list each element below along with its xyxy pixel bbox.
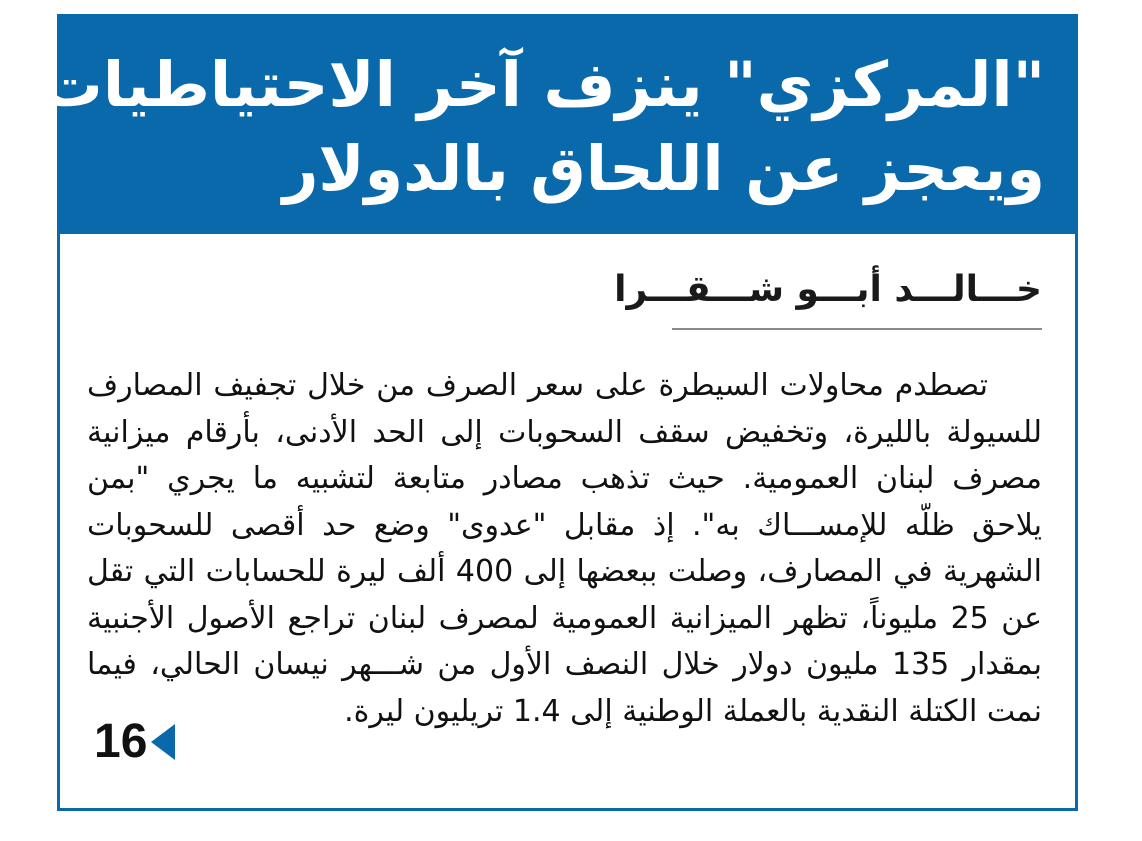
headline-banner <box>40 17 1075 234</box>
page-continuation-marker[interactable] <box>94 717 175 767</box>
body-line: مصرف لبنان العمومية. حيث تذهب مصادر متابعة لتشبيه ما يجري "بمن <box>87 461 1042 496</box>
byline <box>614 262 1042 330</box>
article-body <box>87 363 1042 735</box>
headline-line-2: ويعجز عن اللحاق بالدولار <box>282 132 1045 205</box>
author-name: خـــالـــد أبـــو شـــقـــرا <box>614 269 1042 310</box>
page-number: 16 <box>94 715 148 768</box>
body-line: عن 25 مليوناً، تظهر الميزانية العمومية لمصرف لبنان تراجع الأصول الأجنبية <box>87 600 1042 636</box>
body-line: يلاحق ظلّه للإمســـاك به". إذ مقابل "عدوى" وضع حد أقصى للسحوبات <box>87 507 1042 543</box>
body-line: الشهرية في المصارف، وصلت ببعضها إلى 400 ألف ليرة للحسابات التي تقل <box>87 554 1042 589</box>
article-card <box>40 14 1078 811</box>
headline-line-1: "المركزي" ينزف آخر الاحتياطيات <box>40 48 1045 121</box>
body-line: للسيولة بالليرة، وتخفيض سقف السحوبات إلى الحد الأدنى، بأرقام ميزانية <box>87 414 1042 450</box>
arrow-left-icon <box>151 724 175 760</box>
body-line: نمت الكتلة النقدية بالعملة الوطنية إلى 1.4 تريليون ليرة. <box>344 693 1042 729</box>
byline-divider <box>672 328 1042 330</box>
body-line: بمقدار 135 مليون دولار خلال النصف الأول من شـــهر نيسان الحالي، فيما <box>87 647 1042 682</box>
body-line: تصطدم محاولات السيطرة على سعر الصرف من خلال تجفيف المصارف <box>87 368 988 403</box>
